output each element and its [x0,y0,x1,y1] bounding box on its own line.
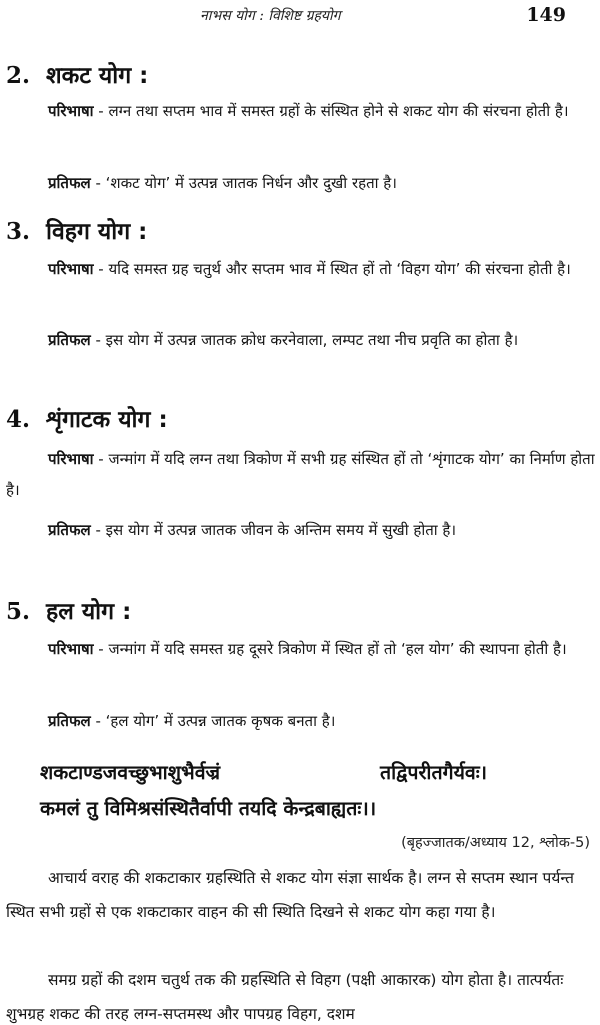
result-paragraph [6,325,596,356]
definition-label: परिभाषा [48,260,94,278]
definition-text: - लग्न तथा सप्तम भाव में समस्त ग्रहों के संस्थित होने से शकट योग की संरचना होती है। [93,102,569,120]
result-text: - ‘हल योग’ में उत्पन्न जातक कृषक बनता है। [90,712,336,730]
running-head [0,4,600,30]
result-label: प्रतिफल [48,174,91,192]
running-title: नाभस योग : विशिष्ट ग्रहयोग [200,8,341,24]
definition-text: - जन्मांग में यदि समस्त ग्रह दूसरे त्रिकोण में स्थित हों तो ‘हल योग’ की स्थापना होती है। [93,640,567,658]
result-paragraph [6,168,596,199]
commentary-paragraph: आचार्य वराह की शकटाकार ग्रहस्थिति से शकट योग संज्ञा सार्थक है। लग्न से सप्तम स्थान पर्यन्त स्थित सभी ग्रहों से एक शकटाकार वाहन की सी स्थिति दिखने से शकट योग कहा गया है। [6,869,574,921]
section-heading-shakat [6,58,148,90]
section-number: 3. [6,218,31,245]
section-number: 4. [6,406,31,433]
section-number: 5. [6,598,31,625]
section-heading-shringatak [6,402,168,434]
result-text: - ‘शकट योग’ में उत्पन्न जातक निर्धन और दुखी रहता है। [90,174,397,192]
definition-text: - जन्मांग में यदि लग्न तथा त्रिकोण में सभी ग्रह संस्थित हों तो ‘शृंगाटक योग’ का निर्माण होता है। [6,450,595,499]
definition-label: परिभाषा [48,102,94,120]
section-title: हल योग : [46,599,132,625]
verse-line-1-left: शकटाण्डजवच्छुभाशुभैर्वज्रं [40,761,221,784]
result-paragraph [6,515,596,546]
verse-line-2-text: कमलं तु विमिश्रसंस्थितैर्वापी तयदि केन्द्रबाह्यतः।। [40,797,377,820]
definition-paragraph [6,444,596,506]
section-title: विहग योग : [46,219,148,245]
section-title: शृंगाटक योग : [46,407,168,433]
definition-paragraph [6,96,596,127]
definition-text: - यदि समस्त ग्रह चतुर्थ और सप्तम भाव में स्थित हों तो ‘विहग योग’ की संरचना होती है। [93,260,571,278]
verse-line-1-right: तद्विपरीतगैर्यवः। [380,761,488,784]
commentary-paragraph: समग्र ग्रहों की दशम चतुर्थ तक की ग्रहस्थिति से विहग (पक्षी आकारक) योग होता है। तात्पर्यतः शुभग्रह शकट की तरह लग्न-सप्तमस्थ और पापग्रह विहग, दशम [6,971,564,1023]
verse-citation: (बृहज्जातक/अध्याय 12, श्लोक-5) [401,835,590,851]
result-label: प्रतिफल [48,521,91,539]
section-heading-hal [6,594,131,626]
definition-paragraph [6,634,596,665]
result-label: प्रतिफल [48,712,91,730]
section-number: 2. [6,62,31,89]
result-text: - इस योग में उत्पन्न जातक क्रोध करनेवाला, लम्पट तथा नीच प्रवृति का होता है। [90,331,519,349]
result-label: प्रतिफल [48,331,91,349]
result-text: - इस योग में उत्पन्न जातक जीवन के अन्तिम समय में सुखी होता है। [90,521,457,539]
result-paragraph [6,706,596,737]
section-heading-vihag [6,214,147,246]
definition-label: परिभाषा [48,450,94,468]
section-title: शकट योग : [46,63,149,89]
verse-line-1 [40,758,590,788]
page-number: 149 [526,4,566,26]
verse-line-2 [40,794,590,824]
definition-paragraph [6,254,596,285]
definition-label: परिभाषा [48,640,94,658]
